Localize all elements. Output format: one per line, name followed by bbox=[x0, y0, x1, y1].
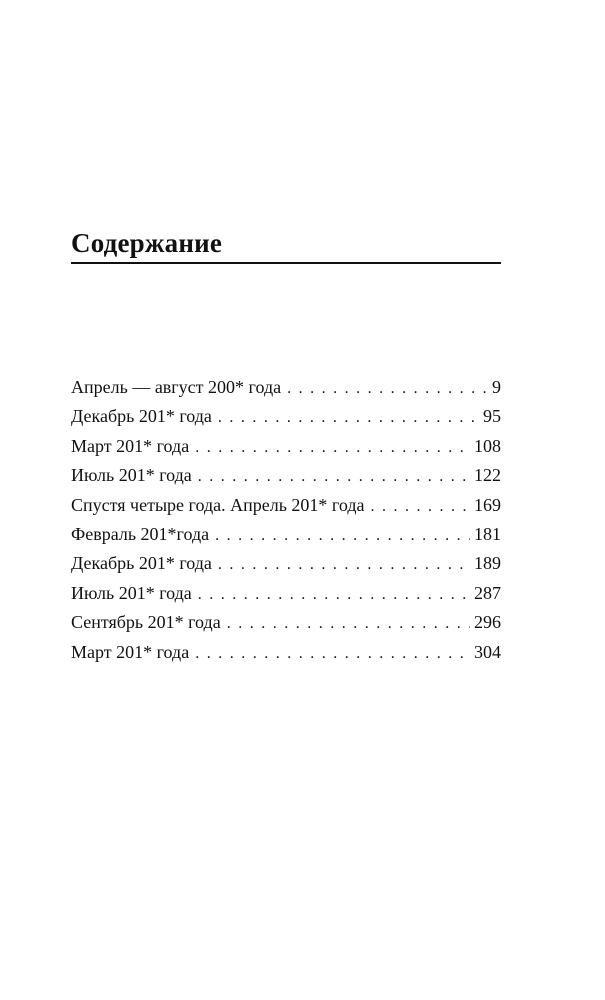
toc-entry-title: Март 201* года bbox=[71, 435, 190, 456]
toc-entry bbox=[71, 638, 501, 667]
toc-entry-page: 108 bbox=[474, 435, 501, 456]
toc-entry-title: Февраль 201*года bbox=[71, 523, 210, 544]
toc-entry bbox=[71, 491, 501, 520]
dot-leader bbox=[218, 549, 470, 578]
toc-entry bbox=[71, 520, 501, 549]
table-of-contents bbox=[71, 373, 501, 667]
dot-leader bbox=[227, 608, 470, 637]
dot-leader bbox=[370, 491, 470, 520]
toc-entry bbox=[71, 373, 501, 402]
toc-entry-title: Спустя четыре года. Апрель 201* года bbox=[71, 494, 365, 515]
toc-entry-title: Декабрь 201* года bbox=[71, 553, 212, 574]
toc-entry-title: Июль 201* года bbox=[71, 465, 192, 486]
dot-leader bbox=[195, 432, 470, 461]
toc-entry bbox=[71, 608, 501, 637]
heading-underline bbox=[71, 262, 501, 264]
toc-entry-title: Декабрь 201* года bbox=[71, 406, 212, 427]
dot-leader bbox=[198, 579, 470, 608]
toc-entry-title: Июль 201* года bbox=[71, 582, 192, 603]
toc-entry-page: 304 bbox=[474, 641, 501, 662]
dot-leader bbox=[198, 461, 470, 490]
dot-leader bbox=[218, 402, 479, 431]
toc-entry bbox=[71, 461, 501, 490]
toc-entry-title: Март 201* года bbox=[71, 641, 190, 662]
dot-leader bbox=[215, 520, 470, 549]
toc-entry-title: Апрель — август 200* года bbox=[71, 377, 282, 397]
toc-entry-page: 296 bbox=[474, 612, 501, 633]
toc-entry bbox=[71, 549, 501, 578]
toc-entry-page: 169 bbox=[474, 494, 501, 515]
toc-entry-page: 287 bbox=[474, 582, 501, 603]
dot-leader bbox=[195, 638, 470, 667]
page-title: Содержание bbox=[71, 228, 223, 258]
toc-entry-page: 189 bbox=[474, 553, 501, 574]
toc-entry-page: 9 bbox=[492, 377, 501, 397]
toc-entry-page: 95 bbox=[483, 406, 501, 427]
toc-entry-title: Сентябрь 201* года bbox=[71, 612, 221, 633]
dot-leader bbox=[287, 373, 488, 402]
toc-entry-page: 181 bbox=[474, 523, 501, 544]
toc-entry bbox=[71, 402, 501, 431]
toc-entry-page: 122 bbox=[474, 465, 501, 486]
toc-entry bbox=[71, 432, 501, 461]
toc-entry bbox=[71, 579, 501, 608]
